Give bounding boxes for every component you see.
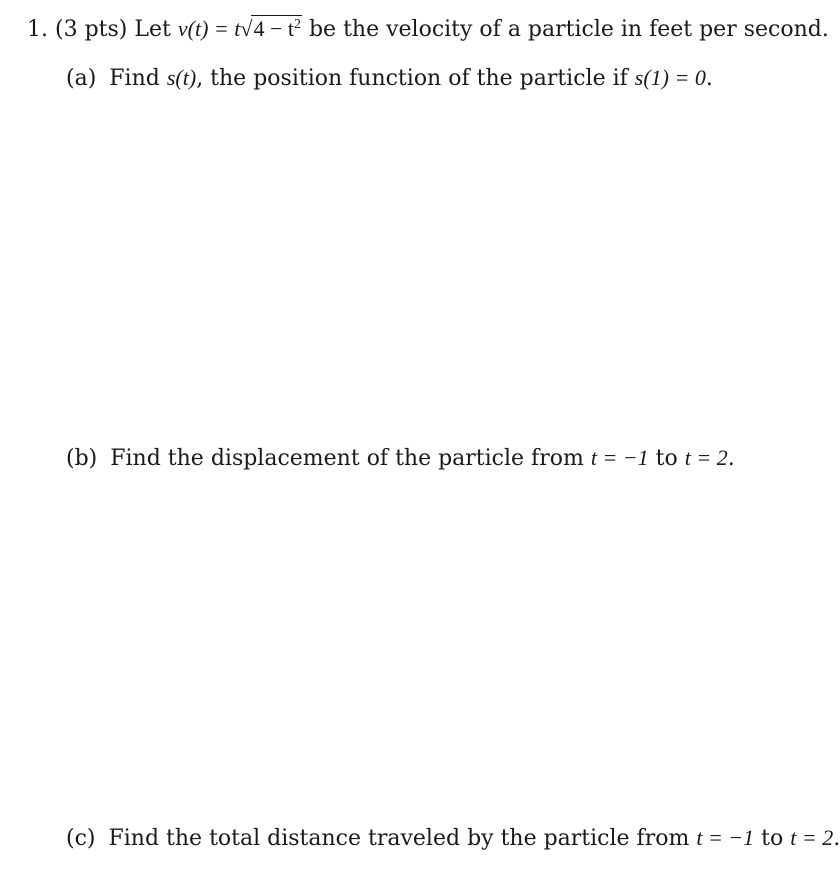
velocity-expression [178,16,302,41]
part-a-condition: s(1) = 0 [634,65,706,90]
question-number: 1. [27,17,48,42]
part-c-t-start: t = −1 [696,825,755,850]
part-b [66,443,735,474]
intro-suffix: be the velocity of a particle in feet per second. [308,17,829,42]
part-b-end: . [727,446,735,471]
part-c-text-before: Find the total distance traveled by the particle from [108,826,690,851]
part-c [66,823,840,854]
question-statement [27,14,829,45]
sqrt-symbol: √ [240,16,253,41]
part-a-function: s(t) [166,65,197,90]
part-c-end: . [833,826,840,851]
radicand-exponent: 2 [293,17,301,32]
part-a [66,63,713,94]
part-b-to: to [655,446,678,471]
part-a-text-middle: , the position function of the particle if [196,66,628,91]
part-b-t-start: t = −1 [590,445,649,470]
radicand [251,15,302,41]
intro-prefix: Let [134,17,171,42]
part-c-t-end: t = 2 [790,825,834,850]
part-a-text-before: Find [109,66,160,91]
radicand-base: 4 − t [253,16,294,41]
part-b-text-before: Find the displacement of the particle from [110,446,584,471]
part-c-to: to [761,826,784,851]
part-b-label: (b) [66,446,98,471]
part-b-t-end: t = 2 [684,445,728,470]
velocity-lhs: v(t) = t [177,16,241,41]
square-root [240,14,302,44]
question-points: (3 pts) [55,17,128,42]
part-a-end: . [705,66,713,91]
part-a-label: (a) [66,66,97,91]
part-c-label: (c) [66,826,96,851]
